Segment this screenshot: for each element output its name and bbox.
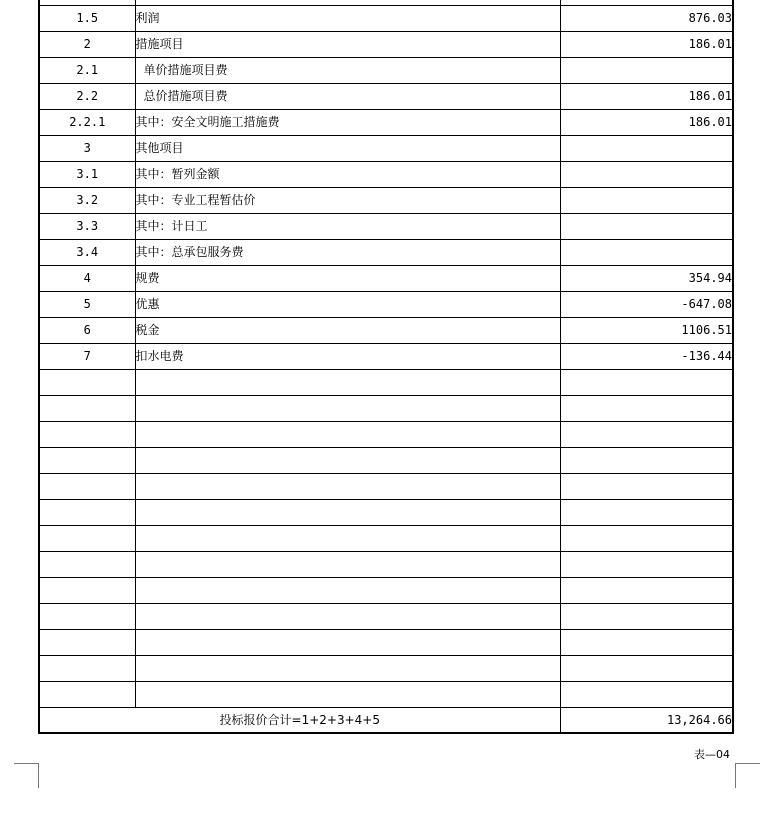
item-name: 其中：计日工 bbox=[135, 214, 560, 240]
item-number: 3.1 bbox=[40, 162, 135, 188]
item-number: 6 bbox=[40, 318, 135, 344]
empty-cell bbox=[135, 448, 560, 474]
item-amount: -647.08 bbox=[560, 292, 732, 318]
table-row bbox=[40, 58, 732, 84]
item-amount bbox=[560, 214, 732, 240]
item-number: 7 bbox=[40, 344, 135, 370]
total-amount: 13,264.66 bbox=[560, 708, 732, 734]
table-row bbox=[40, 240, 732, 266]
total-label: 投标报价合计=1+2+3+4+5 bbox=[40, 708, 560, 734]
item-number: 3.3 bbox=[40, 214, 135, 240]
empty-cell bbox=[135, 656, 560, 682]
empty-row bbox=[40, 682, 732, 708]
item-amount bbox=[560, 188, 732, 214]
item-number: 2.2 bbox=[40, 84, 135, 110]
table-row bbox=[40, 318, 732, 344]
empty-cell bbox=[40, 370, 135, 396]
item-name: 单价措施项目费 bbox=[135, 58, 560, 84]
item-number: 3.2 bbox=[40, 188, 135, 214]
empty-cell bbox=[135, 682, 560, 708]
item-name: 其中：暂列金额 bbox=[135, 162, 560, 188]
table-row bbox=[40, 6, 732, 32]
item-number: 2 bbox=[40, 32, 135, 58]
item-name: 其中：安全文明施工措施费 bbox=[135, 110, 560, 136]
empty-cell bbox=[40, 682, 135, 708]
empty-cell bbox=[40, 630, 135, 656]
item-amount: 186.01 bbox=[560, 84, 732, 110]
item-amount bbox=[560, 136, 732, 162]
empty-cell bbox=[560, 474, 732, 500]
table-row bbox=[40, 188, 732, 214]
empty-cell bbox=[560, 396, 732, 422]
item-name: 利润 bbox=[135, 6, 560, 32]
item-amount bbox=[560, 58, 732, 84]
empty-cell bbox=[135, 396, 560, 422]
empty-row bbox=[40, 500, 732, 526]
table-row bbox=[40, 214, 732, 240]
item-amount: 876.03 bbox=[560, 6, 732, 32]
empty-cell bbox=[560, 578, 732, 604]
empty-row bbox=[40, 474, 732, 500]
table-row bbox=[40, 292, 732, 318]
table-code-label: 表—04 bbox=[694, 748, 730, 761]
empty-row bbox=[40, 578, 732, 604]
item-name: 扣水电费 bbox=[135, 344, 560, 370]
empty-cell bbox=[40, 526, 135, 552]
item-amount: 186.01 bbox=[560, 32, 732, 58]
empty-cell bbox=[560, 526, 732, 552]
empty-row bbox=[40, 370, 732, 396]
empty-cell bbox=[560, 552, 732, 578]
empty-row bbox=[40, 630, 732, 656]
item-amount: 1106.51 bbox=[560, 318, 732, 344]
item-number: 4 bbox=[40, 266, 135, 292]
empty-cell bbox=[560, 682, 732, 708]
empty-cell bbox=[40, 656, 135, 682]
empty-cell bbox=[560, 656, 732, 682]
empty-cell bbox=[135, 370, 560, 396]
summary-table-sheet bbox=[38, 0, 734, 734]
item-amount: 186.01 bbox=[560, 110, 732, 136]
empty-cell bbox=[560, 422, 732, 448]
item-amount: -136.44 bbox=[560, 344, 732, 370]
item-number: 5 bbox=[40, 292, 135, 318]
empty-cell bbox=[135, 526, 560, 552]
empty-row bbox=[40, 422, 732, 448]
bid-summary-table bbox=[40, 0, 732, 733]
empty-row bbox=[40, 396, 732, 422]
empty-cell bbox=[135, 500, 560, 526]
item-name: 税金 bbox=[135, 318, 560, 344]
item-name: 其他项目 bbox=[135, 136, 560, 162]
crop-mark-left bbox=[14, 763, 39, 788]
empty-cell bbox=[135, 552, 560, 578]
empty-cell bbox=[40, 448, 135, 474]
empty-cell bbox=[135, 474, 560, 500]
table-row bbox=[40, 344, 732, 370]
item-name: 措施项目 bbox=[135, 32, 560, 58]
empty-cell bbox=[560, 500, 732, 526]
item-number: 3 bbox=[40, 136, 135, 162]
item-amount: 354.94 bbox=[560, 266, 732, 292]
item-number: 2.1 bbox=[40, 58, 135, 84]
empty-cell bbox=[40, 422, 135, 448]
item-name: 总价措施项目费 bbox=[135, 84, 560, 110]
empty-cell bbox=[135, 630, 560, 656]
empty-cell bbox=[40, 604, 135, 630]
item-name: 规费 bbox=[135, 266, 560, 292]
table-row bbox=[40, 266, 732, 292]
empty-row bbox=[40, 552, 732, 578]
item-amount bbox=[560, 162, 732, 188]
empty-cell bbox=[135, 604, 560, 630]
item-number: 3.4 bbox=[40, 240, 135, 266]
crop-mark-right bbox=[735, 763, 760, 788]
empty-row bbox=[40, 656, 732, 682]
table-row bbox=[40, 84, 732, 110]
empty-cell bbox=[560, 604, 732, 630]
empty-cell bbox=[135, 578, 560, 604]
empty-cell bbox=[40, 578, 135, 604]
table-row bbox=[40, 136, 732, 162]
empty-row bbox=[40, 526, 732, 552]
empty-cell bbox=[135, 422, 560, 448]
empty-row bbox=[40, 604, 732, 630]
table-row bbox=[40, 162, 732, 188]
empty-cell bbox=[560, 370, 732, 396]
empty-cell bbox=[40, 552, 135, 578]
item-amount bbox=[560, 240, 732, 266]
empty-cell bbox=[40, 500, 135, 526]
empty-row bbox=[40, 448, 732, 474]
item-number: 2.2.1 bbox=[40, 110, 135, 136]
table-row bbox=[40, 110, 732, 136]
item-name: 其中：专业工程暂估价 bbox=[135, 188, 560, 214]
item-name: 优惠 bbox=[135, 292, 560, 318]
empty-cell bbox=[560, 630, 732, 656]
total-row bbox=[40, 708, 732, 734]
empty-cell bbox=[40, 396, 135, 422]
empty-cell bbox=[40, 474, 135, 500]
empty-cell bbox=[560, 448, 732, 474]
table-row bbox=[40, 32, 732, 58]
item-number: 1.5 bbox=[40, 6, 135, 32]
item-name: 其中：总承包服务费 bbox=[135, 240, 560, 266]
